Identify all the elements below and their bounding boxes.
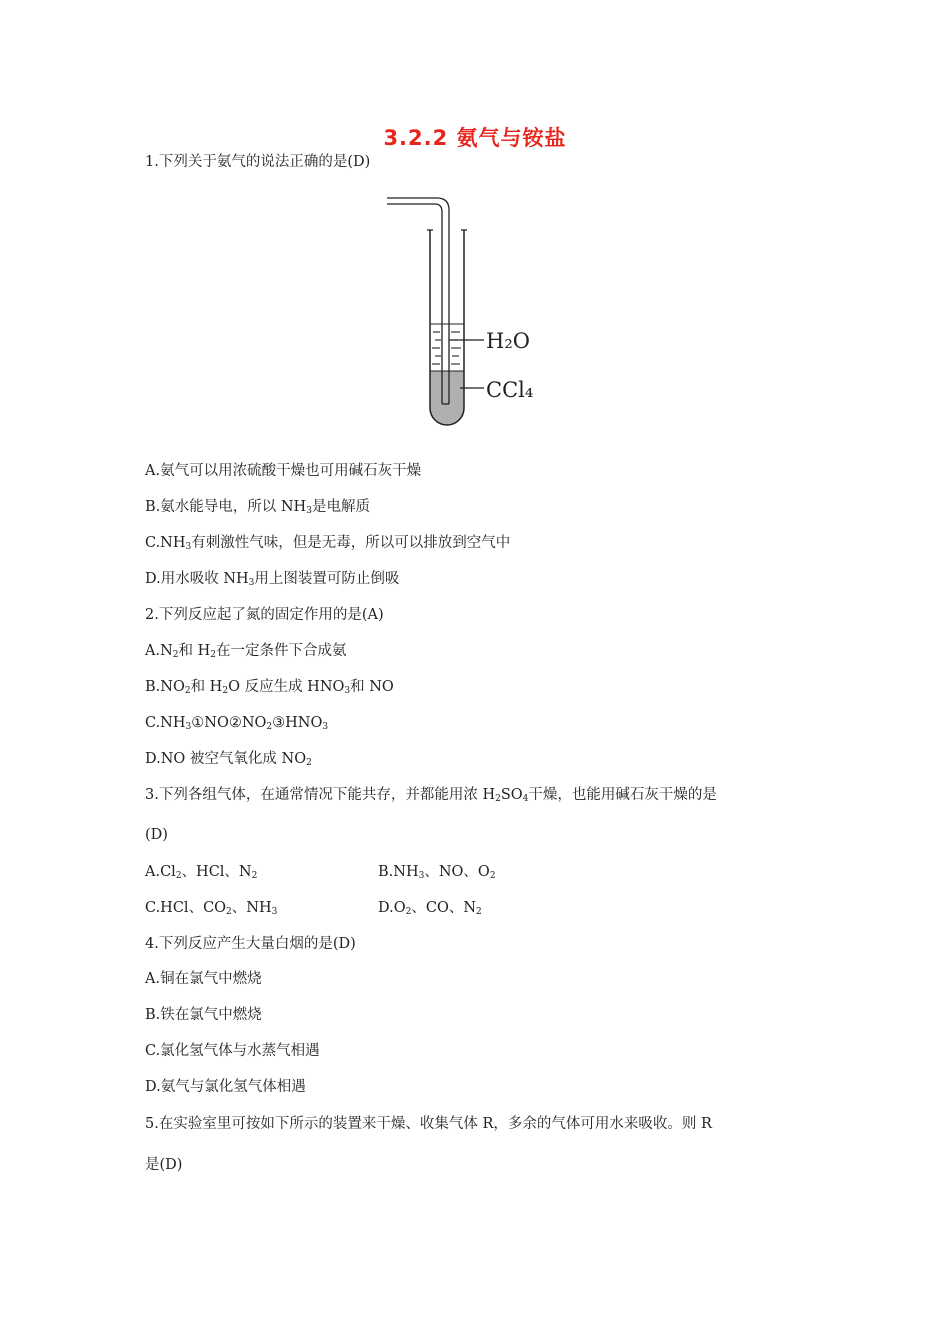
q2-option-d: D.NO 被空气氧化成 $NO_2$: [145, 751, 312, 768]
q1-option-b: B.氨水能导电，所以 $NH_3$是电解质: [145, 499, 370, 516]
q1-option-a: A.氨气可以用浓硫酸干燥也可用碱石灰干燥: [145, 463, 422, 479]
water-layer: [430, 324, 464, 371]
q2-option-a: $A.N_2$和 $H_2$在一定条件下合成氨: [145, 643, 347, 660]
q3-option-c: C.HCl、$CO_2$、$NH_3$: [145, 900, 278, 917]
q2-option-c: $C.NH_3①NO②NO_2③HNO_3$: [145, 715, 329, 732]
q4-option-d: D.氨气与氯化氢气体相遇: [145, 1079, 306, 1095]
ccl4-layer: [430, 371, 464, 425]
label-ccl4: CCl₄: [486, 378, 534, 402]
q3-option-a: $A.Cl_2$、HCl、$N_2$: [145, 864, 258, 881]
question-5-stem-line1: 5.在实验室里可按如下所示的装置来干燥、收集气体 R，多余的气体可用水来吸收。则 R: [145, 1116, 712, 1132]
question-1-stem: 1.下列关于氨气的说法正确的是(D): [145, 154, 371, 170]
question-5-stem-line2: 是(D): [145, 1157, 183, 1173]
q4-option-c: C.氯化氢气体与水蒸气相遇: [145, 1043, 320, 1059]
test-tube-figure: [380, 190, 550, 430]
question-3-stem: 3.下列各组气体，在通常情况下能共存，并都能用浓 $H_2SO_4$干燥，也能用碱石灰干燥的是: [145, 787, 717, 804]
q4-option-b: B.铁在氯气中燃烧: [145, 1007, 262, 1023]
label-h2o: H₂O: [486, 329, 530, 353]
q1-option-d: D.用水吸收 $NH_3$用上图装置可防止倒吸: [145, 571, 400, 588]
q3-option-d: $D.O_2$、CO、$N_2$: [378, 900, 482, 917]
question-3-answer: (D): [145, 827, 168, 843]
page-title: 3.2.2 氨气与铵盐: [383, 126, 567, 150]
question-4-stem: 4.下列反应产生大量白烟的是(D): [145, 936, 356, 952]
q4-option-a: A.铜在氯气中燃烧: [145, 971, 262, 987]
q3-option-b: $B.NH_3$、NO、$O_2$: [378, 864, 496, 881]
q1-option-c: $C.NH_3$有刺激性气味，但是无毒，所以可以排放到空气中: [145, 535, 511, 552]
q2-option-b: $B.NO_2$和 $H_2O$ 反应生成 $HNO_3$和 NO: [145, 679, 394, 696]
question-2-stem: 2.下列反应起了氮的固定作用的是(A): [145, 607, 384, 623]
